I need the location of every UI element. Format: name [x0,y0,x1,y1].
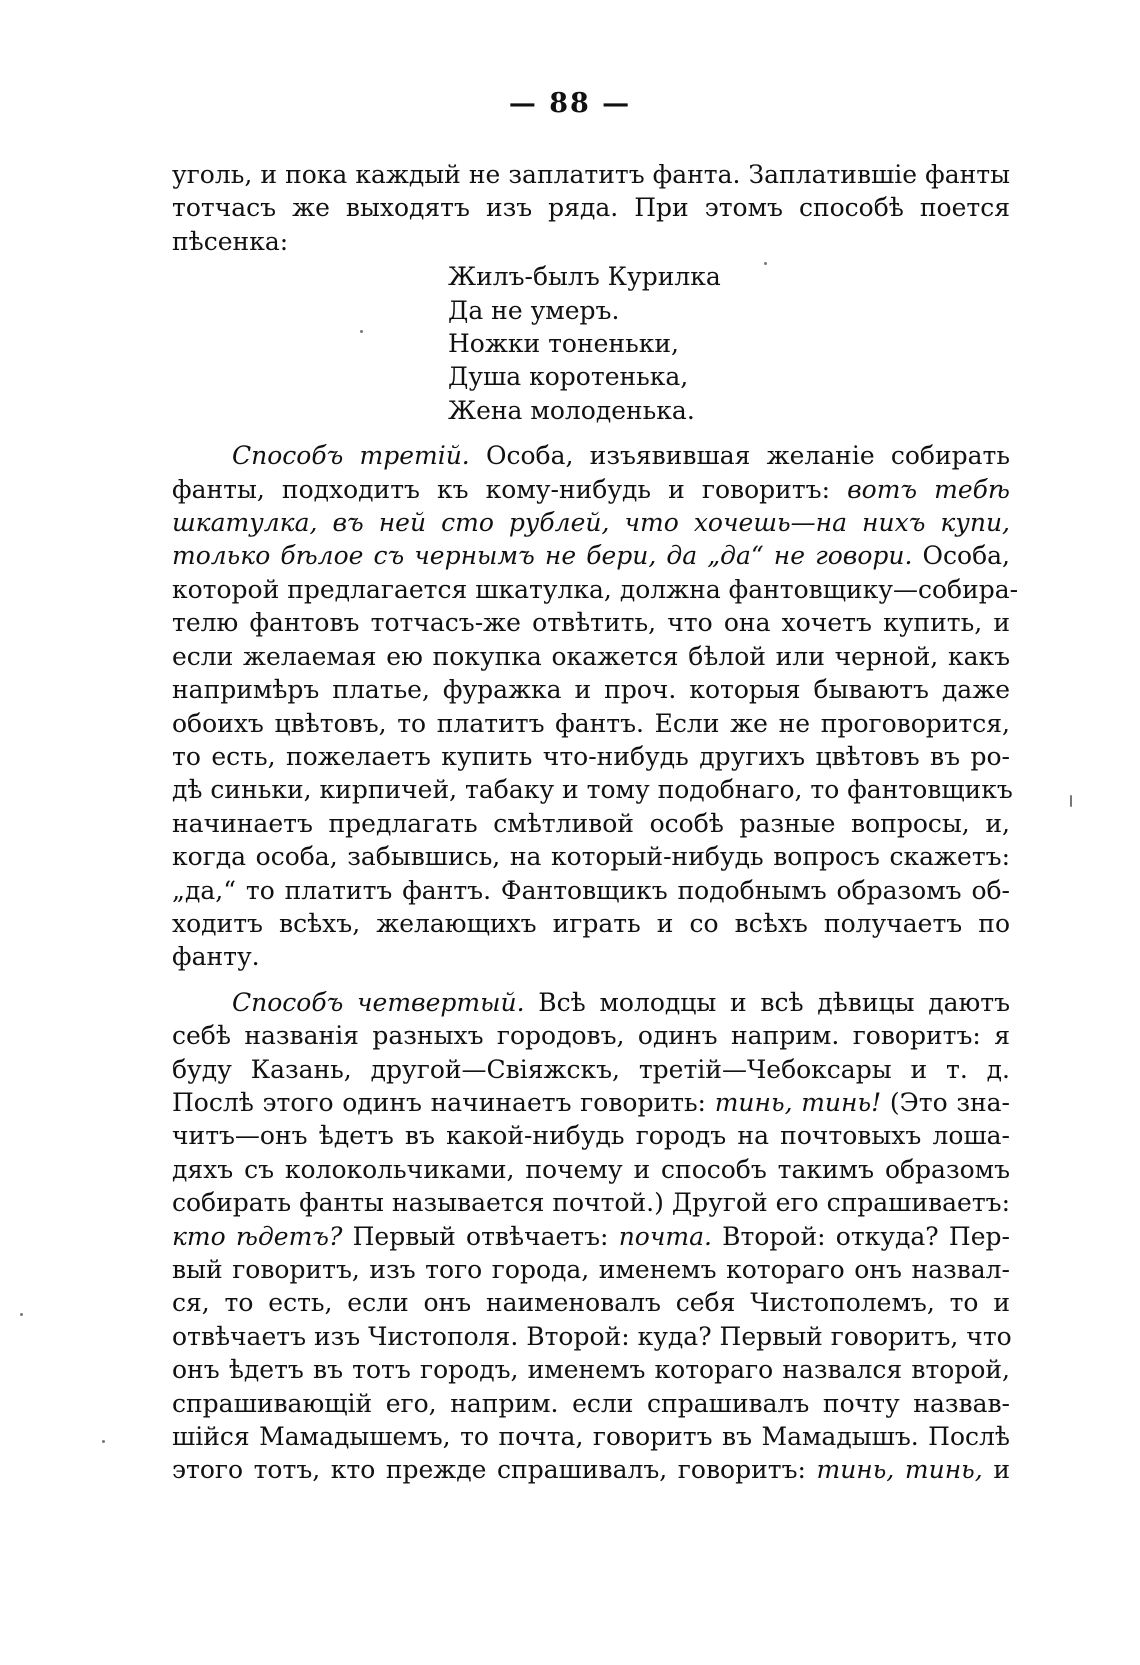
text-line [172,1453,1010,1486]
text-line: себѣ названія разныхъ городовъ, одинъ наприм. говоритъ: я [172,1021,1010,1051]
text-line: ходитъ всѣхъ, желающихъ играть и со всѣхъ получаетъ по [172,908,1010,938]
italic-span: кто ѣдетъ? [172,1221,343,1251]
text-line: пѣсенка: [172,226,289,256]
verse-line: Душа коротенька, [448,362,689,392]
italic-span: вотъ тебѣ [847,474,1010,504]
text-line [172,1086,1010,1119]
scan-speck [764,262,767,265]
verse-line: Жилъ-былъ Курилка [448,262,721,292]
text-span: Всѣ молодцы и всѣ дѣвицы даютъ [538,987,1011,1017]
text-line: телю фантовъ тотчасъ-же отвѣтить, что она хочетъ купить, и [172,608,1010,638]
text-line [172,473,1010,506]
verse-line: Ножки тоненьки, [448,329,679,359]
text-span: Особа, изъявившая желаніе собирать [485,441,1010,471]
text-span: этого тотъ, кто прежде спрашивалъ, говоритъ: [172,1455,806,1485]
text-span: Послѣ этого одинъ начинаетъ говорить: [172,1087,706,1117]
song-verse [448,260,1010,427]
text-line: „да,“ то платитъ фантъ. Фантовщикъ подобнымъ образомъ об- [172,875,1010,905]
text-line: тотчасъ же выходятъ изъ ряда. При этомъ способѣ поется [172,193,1010,223]
text-line [172,439,1010,472]
fourth-method-paragraph [172,986,1010,1487]
text-line: дяхъ съ колокольчиками, почему и способъ такимъ образомъ [172,1154,1010,1184]
third-method-paragraph [172,439,1019,974]
text-span: Особа, [922,541,1010,571]
text-line: напримѣръ платье, фуражка и проч. которыя бываютъ даже [172,675,1010,705]
italic-span: тинь, тинь, [816,1455,983,1485]
body-text [172,158,1019,1487]
text-line: спрашивающій его, наприм. если спрашивалъ почту назвав- [172,1388,1010,1418]
paragraph-gap [172,974,1010,986]
italic-span: тинь, тинь! [714,1087,882,1117]
italic-span: только бѣлое съ чернымъ не бери, да „да“ не говори. [172,541,913,571]
intro-paragraph [172,158,1010,258]
text-line [172,986,1010,1019]
text-line: обоихъ цвѣтовъ, то платитъ фантъ. Если же не проговорится, [172,708,1010,738]
text-span: и [993,1455,1010,1485]
text-line: шійся Мамадышемъ, то почта, говоритъ въ Мамадышъ. Послѣ [172,1422,1010,1452]
method-heading: Способъ третій. [232,441,470,471]
text-line: фанту. [172,942,260,972]
text-line: ся, то есть, если онъ наименовалъ себя Чистополемъ, то и [172,1288,1010,1318]
text-line: онъ ѣдетъ въ тотъ городъ, именемъ котораго назвался второй, [172,1355,1010,1385]
text-span: (Это зна- [889,1087,1010,1117]
scan-speck [102,1440,105,1443]
verse-line: Да не умеръ. [448,295,620,325]
page-number: — 88 — [508,88,632,119]
text-line: дѣ синьки, кирпичей, табаку и тому подобнаго, то фантовщикъ [172,775,1013,805]
text-span: Первый отвѣчаетъ: [352,1221,609,1251]
text-span: Второй: откуда? Пер- [722,1221,1010,1251]
text-span: фанты, подходитъ къ кому-нибудь и говоритъ: [172,474,830,504]
text-line [172,539,1010,572]
scan-speck [20,1313,23,1316]
text-line: когда особа, забывшись, на который-нибудь вопросъ скажетъ: [172,842,1010,872]
text-line: которой предлагается шкатулка, должна фантовщику—собира- [172,574,1019,604]
italic-span: шкатулка, въ ней сто рублей, что хочешь—на нихъ купи, [172,508,1010,538]
scan-speck [360,330,363,333]
text-line: собирать фанты называется почтой.) Другой его спрашиваетъ: [172,1188,1010,1218]
text-line: начинаетъ предлагать смѣтливой особѣ разные вопросы, и, [172,808,1010,838]
text-line: если желаемая ею покупка окажется бѣлой или черной, какъ [172,641,1010,671]
text-line: буду Казань, другой—Свіяжскъ, третій—Чебоксары и т. д. [172,1054,1010,1084]
text-line: уголь, и пока каждый не заплатитъ фанта. Заплатившіе фанты [172,160,1010,189]
text-line: вый говоритъ, изъ того города, именемъ котораго онъ назвал- [172,1255,1010,1284]
text-line [172,1220,1010,1253]
method-heading: Способъ четвертый. [232,987,525,1017]
text-line: отвѣчаетъ изъ Чистополя. Второй: куда? Первый говоритъ, что [172,1321,1012,1351]
text-line: то есть, пожелаетъ купить что-нибудь другихъ цвѣтовъ въ ро- [172,741,1010,771]
scan-speck [1070,795,1072,807]
italic-span: почта. [618,1221,712,1251]
verse-line: Жена молоденька. [448,395,695,425]
text-line [172,506,1010,539]
text-line: читъ—онъ ѣдетъ въ какой-нибудь городъ на почтовыхъ лоша- [172,1121,1010,1151]
